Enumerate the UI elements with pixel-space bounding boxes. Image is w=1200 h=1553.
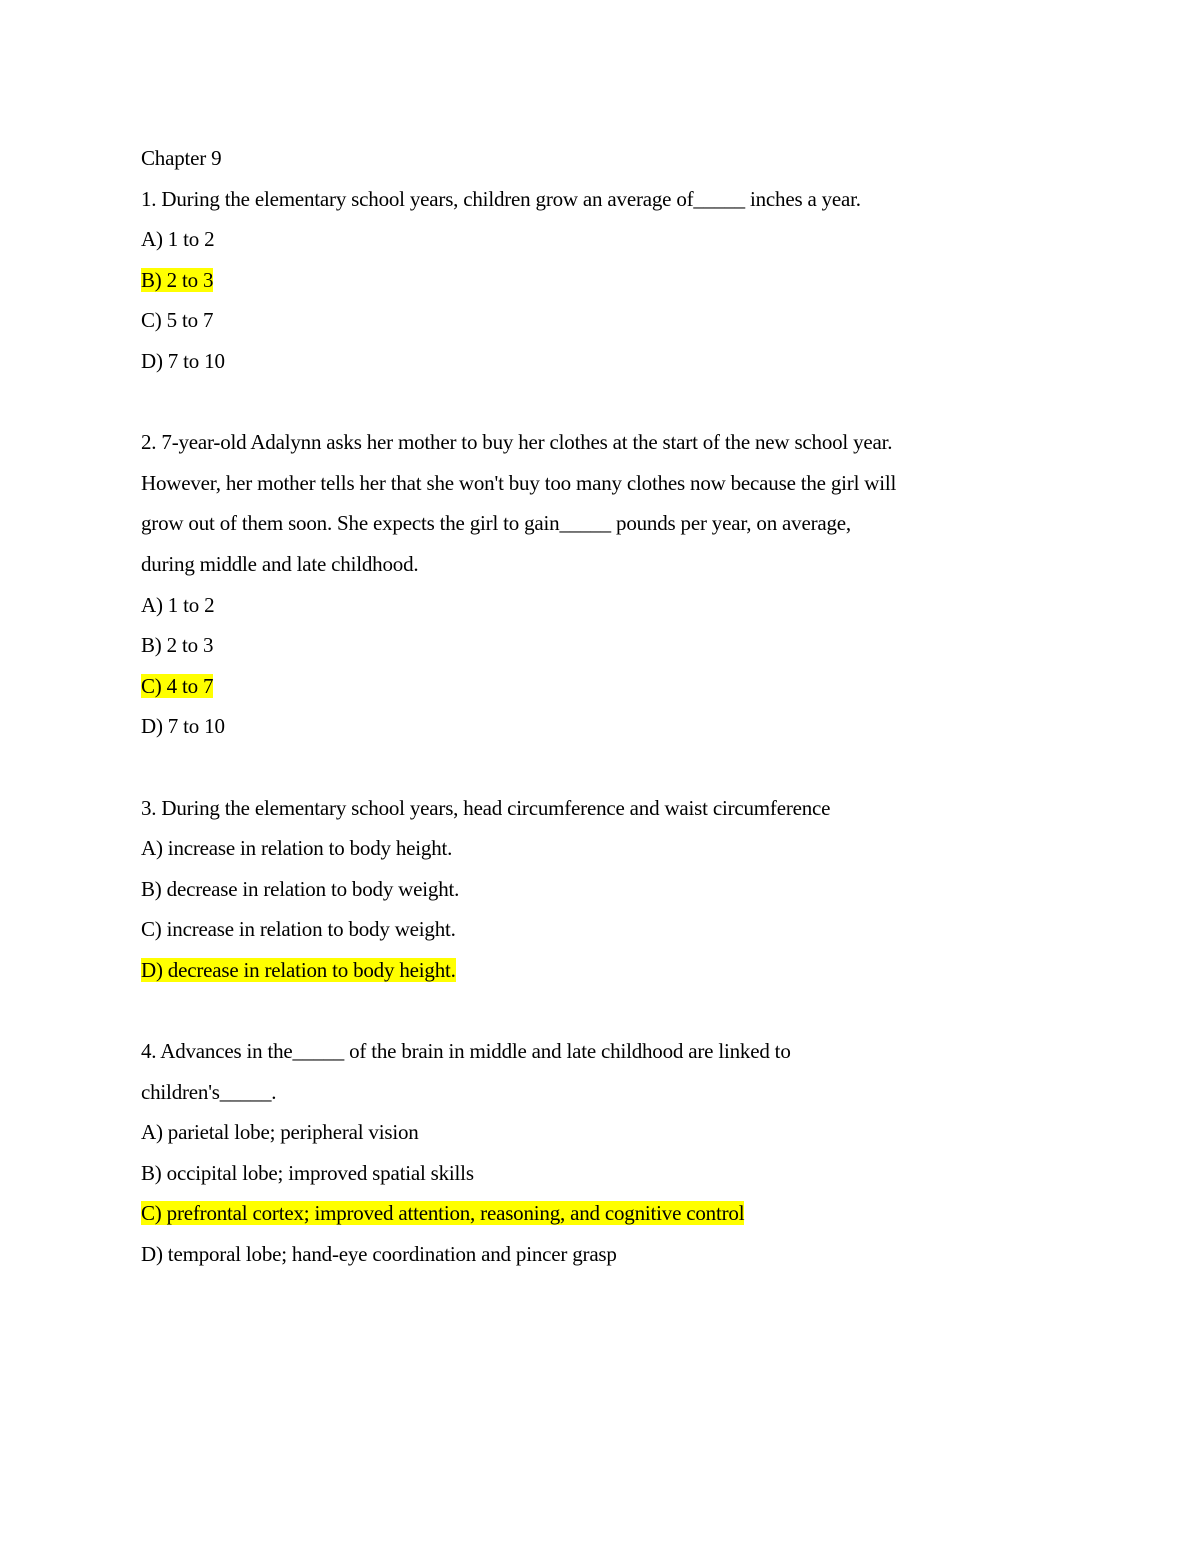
blank-line bbox=[141, 990, 1101, 1031]
question-stem: 2. 7-year-old Adalynn asks her mother to buy her clothes at the start of the new school year. bbox=[141, 430, 893, 455]
option-text: A) 1 to 2 bbox=[141, 592, 215, 617]
answer-option bbox=[141, 1234, 1101, 1275]
answer-option bbox=[141, 828, 1101, 869]
option-text: B) decrease in relation to body weight. bbox=[141, 876, 460, 901]
question-stem: children's_____. bbox=[141, 1079, 277, 1104]
question-stem: However, her mother tells her that she won't buy too many clothes now because the girl will bbox=[141, 470, 897, 495]
option-text: C) increase in relation to body weight. bbox=[141, 917, 456, 942]
answer-option bbox=[141, 219, 1101, 260]
highlighted-option-text: C) 4 to 7 bbox=[141, 673, 214, 698]
option-text: D) 7 to 10 bbox=[141, 714, 225, 739]
question-2 bbox=[141, 422, 1101, 747]
question-stem: grow out of them soon. She expects the girl to gain_____ pounds per year, on average, bbox=[141, 511, 851, 536]
answer-option bbox=[141, 869, 1101, 910]
option-text: A) parietal lobe; peripheral vision bbox=[141, 1120, 419, 1145]
answer-option bbox=[141, 706, 1101, 747]
question-3 bbox=[141, 788, 1101, 991]
question-stem: 3. During the elementary school years, head circumference and waist circumference bbox=[141, 795, 831, 820]
highlighted-option-text: B) 2 to 3 bbox=[141, 267, 214, 292]
answer-option-correct bbox=[141, 1193, 1101, 1234]
document-page bbox=[141, 138, 1101, 1275]
answer-option-correct bbox=[141, 666, 1101, 707]
question-stem: 4. Advances in the_____ of the brain in middle and late childhood are linked to bbox=[141, 1039, 791, 1064]
answer-option-correct bbox=[141, 260, 1101, 301]
answer-option bbox=[141, 341, 1101, 382]
blank-line bbox=[141, 747, 1101, 788]
question-stem: during middle and late childhood. bbox=[141, 551, 419, 576]
answer-option-correct bbox=[141, 950, 1101, 991]
answer-option bbox=[141, 909, 1101, 950]
chapter-title: Chapter 9 bbox=[141, 146, 222, 170]
option-text: A) 1 to 2 bbox=[141, 227, 215, 252]
answer-option bbox=[141, 300, 1101, 341]
answer-option bbox=[141, 1112, 1101, 1153]
option-text: D) 7 to 10 bbox=[141, 348, 225, 373]
option-text: A) increase in relation to body height. bbox=[141, 836, 453, 861]
blank-line bbox=[141, 382, 1101, 423]
answer-option bbox=[141, 1153, 1101, 1194]
answer-option bbox=[141, 625, 1101, 666]
answer-option bbox=[141, 585, 1101, 626]
highlighted-option-text: D) decrease in relation to body height. bbox=[141, 957, 456, 982]
option-text: B) 2 to 3 bbox=[141, 633, 214, 658]
question-1 bbox=[141, 179, 1101, 382]
option-text: B) occipital lobe; improved spatial skills bbox=[141, 1160, 474, 1185]
option-text: C) 5 to 7 bbox=[141, 308, 214, 333]
option-text: D) temporal lobe; hand-eye coordination and pincer grasp bbox=[141, 1242, 617, 1267]
highlighted-option-text: C) prefrontal cortex; improved attention, reasoning, and cognitive control bbox=[141, 1201, 745, 1226]
question-stem: 1. During the elementary school years, children grow an average of_____ inches a year. bbox=[141, 186, 861, 211]
question-4 bbox=[141, 1031, 1101, 1275]
